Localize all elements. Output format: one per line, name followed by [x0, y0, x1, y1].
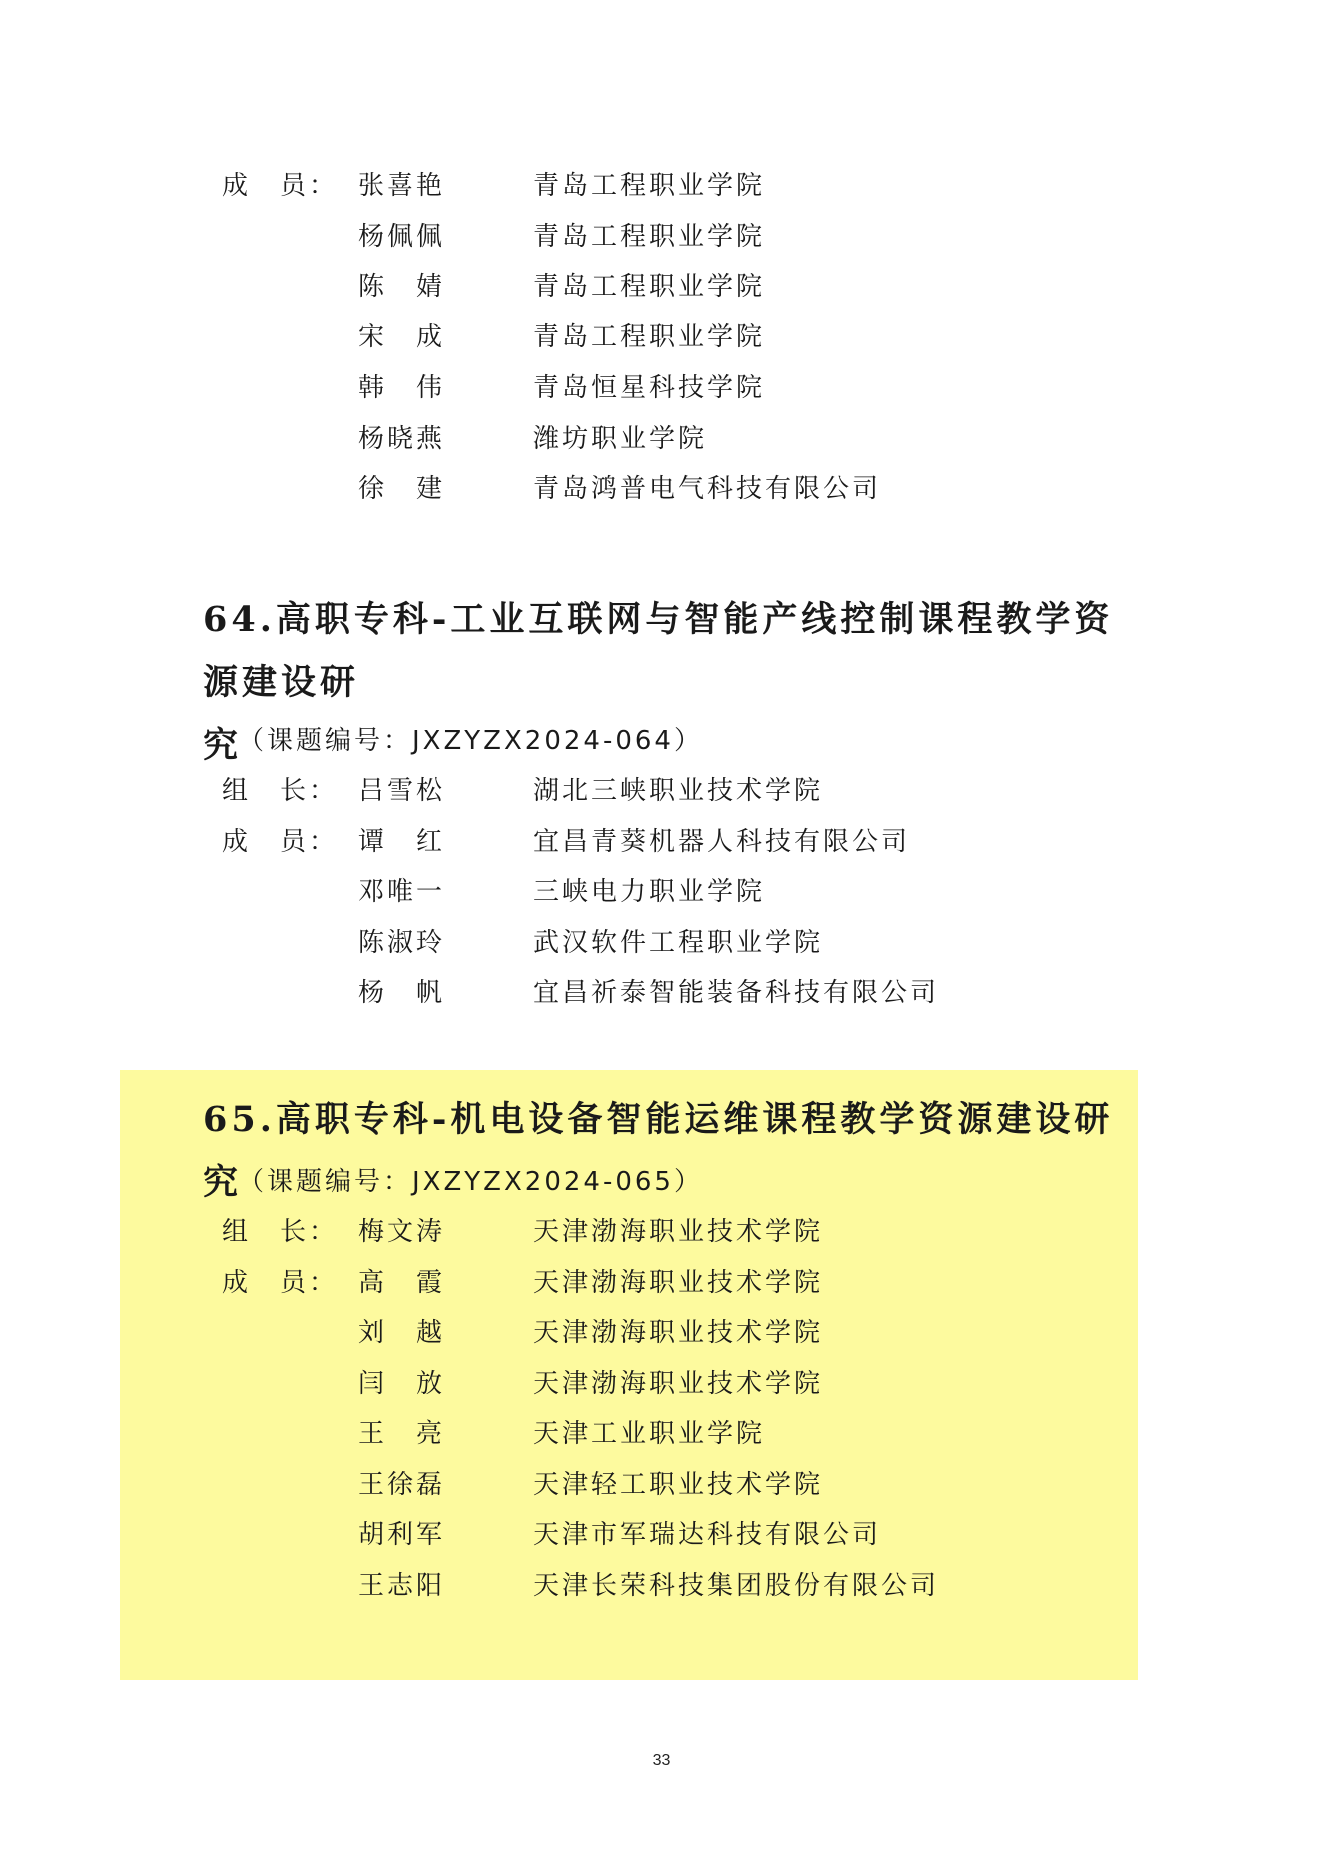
member-row	[0, 923, 1323, 963]
member-name: 胡利军	[358, 1520, 446, 1550]
member-row	[0, 771, 1323, 811]
member-row	[0, 217, 1323, 257]
project-code-65: （课题编号：JXZYZX2024-065）	[238, 1167, 703, 1197]
member-name: 杨 帆	[358, 978, 446, 1008]
member-row	[0, 469, 1323, 509]
member-row	[0, 1414, 1323, 1454]
member-row	[0, 1465, 1323, 1505]
member-org: 天津市军瑞达科技有限公司	[533, 1520, 882, 1550]
member-row	[0, 973, 1323, 1013]
member-org: 青岛恒星科技学院	[533, 373, 766, 403]
member-org: 三峡电力职业学院	[533, 877, 766, 907]
member-org: 宜昌青葵机器人科技有限公司	[533, 827, 911, 857]
member-name: 陈淑玲	[358, 928, 446, 958]
member-row	[0, 419, 1323, 459]
member-name: 杨佩佩	[358, 222, 446, 252]
member-org: 天津渤海职业技术学院	[533, 1268, 824, 1298]
member-name: 陈 婧	[358, 272, 446, 302]
member-name: 闫 放	[358, 1369, 446, 1399]
member-org: 青岛工程职业学院	[533, 272, 766, 302]
member-org: 青岛工程职业学院	[533, 171, 766, 201]
member-name: 张喜艳	[358, 171, 446, 201]
member-name: 徐 建	[358, 474, 446, 504]
member-row	[0, 267, 1323, 307]
member-row	[0, 1313, 1323, 1353]
member-name: 梅文涛	[358, 1217, 446, 1247]
member-org: 天津工业职业学院	[533, 1419, 766, 1449]
member-name: 邓唯一	[358, 877, 446, 907]
member-row	[0, 1263, 1323, 1303]
member-role: 成 员：	[222, 1268, 339, 1298]
member-row	[0, 1515, 1323, 1555]
member-row	[0, 317, 1323, 357]
member-org: 天津长荣科技集团股份有限公司	[533, 1571, 940, 1601]
member-org: 宜昌祈泰智能装备科技有限公司	[533, 978, 940, 1008]
member-row	[0, 166, 1323, 206]
member-role: 组 长：	[222, 776, 339, 806]
member-row	[0, 1212, 1323, 1252]
member-role: 成 员：	[222, 827, 339, 857]
member-row	[0, 1566, 1323, 1606]
project-title-line: 究	[203, 725, 243, 766]
member-name: 韩 伟	[358, 373, 446, 403]
member-name: 刘 越	[358, 1318, 446, 1348]
page-number: 33	[652, 1752, 671, 1769]
project-code-64: （课题编号：JXZYZX2024-064）	[238, 726, 703, 756]
member-name: 王志阳	[358, 1571, 446, 1601]
member-name: 杨晓燕	[358, 424, 446, 454]
project-title-line: 65.高职专科-机电设备智能运维课程教学资源建设研究	[203, 1099, 1114, 1203]
member-name: 王 亮	[358, 1419, 446, 1449]
member-org: 湖北三峡职业技术学院	[533, 776, 824, 806]
member-org: 青岛工程职业学院	[533, 222, 766, 252]
member-row	[0, 368, 1323, 408]
member-org: 潍坊职业学院	[533, 424, 708, 454]
member-row	[0, 1364, 1323, 1404]
member-name: 高 霞	[358, 1268, 446, 1298]
member-role: 组 长：	[222, 1217, 339, 1247]
member-org: 天津渤海职业技术学院	[533, 1318, 824, 1348]
member-row	[0, 872, 1323, 912]
member-org: 青岛工程职业学院	[533, 322, 766, 352]
member-role: 成 员：	[222, 171, 339, 201]
member-name: 谭 红	[358, 827, 446, 857]
member-name: 吕雪松	[358, 776, 446, 806]
member-name: 王徐磊	[358, 1470, 446, 1500]
member-org: 青岛鸿普电气科技有限公司	[533, 474, 882, 504]
member-org: 天津轻工职业技术学院	[533, 1470, 824, 1500]
member-name: 宋 成	[358, 322, 446, 352]
project-title-line: 64.高职专科-工业互联网与智能产线控制课程教学资源建设研	[203, 599, 1114, 703]
member-row	[0, 822, 1323, 862]
member-org: 天津渤海职业技术学院	[533, 1217, 824, 1247]
member-org: 天津渤海职业技术学院	[533, 1369, 824, 1399]
member-org: 武汉软件工程职业学院	[533, 928, 824, 958]
